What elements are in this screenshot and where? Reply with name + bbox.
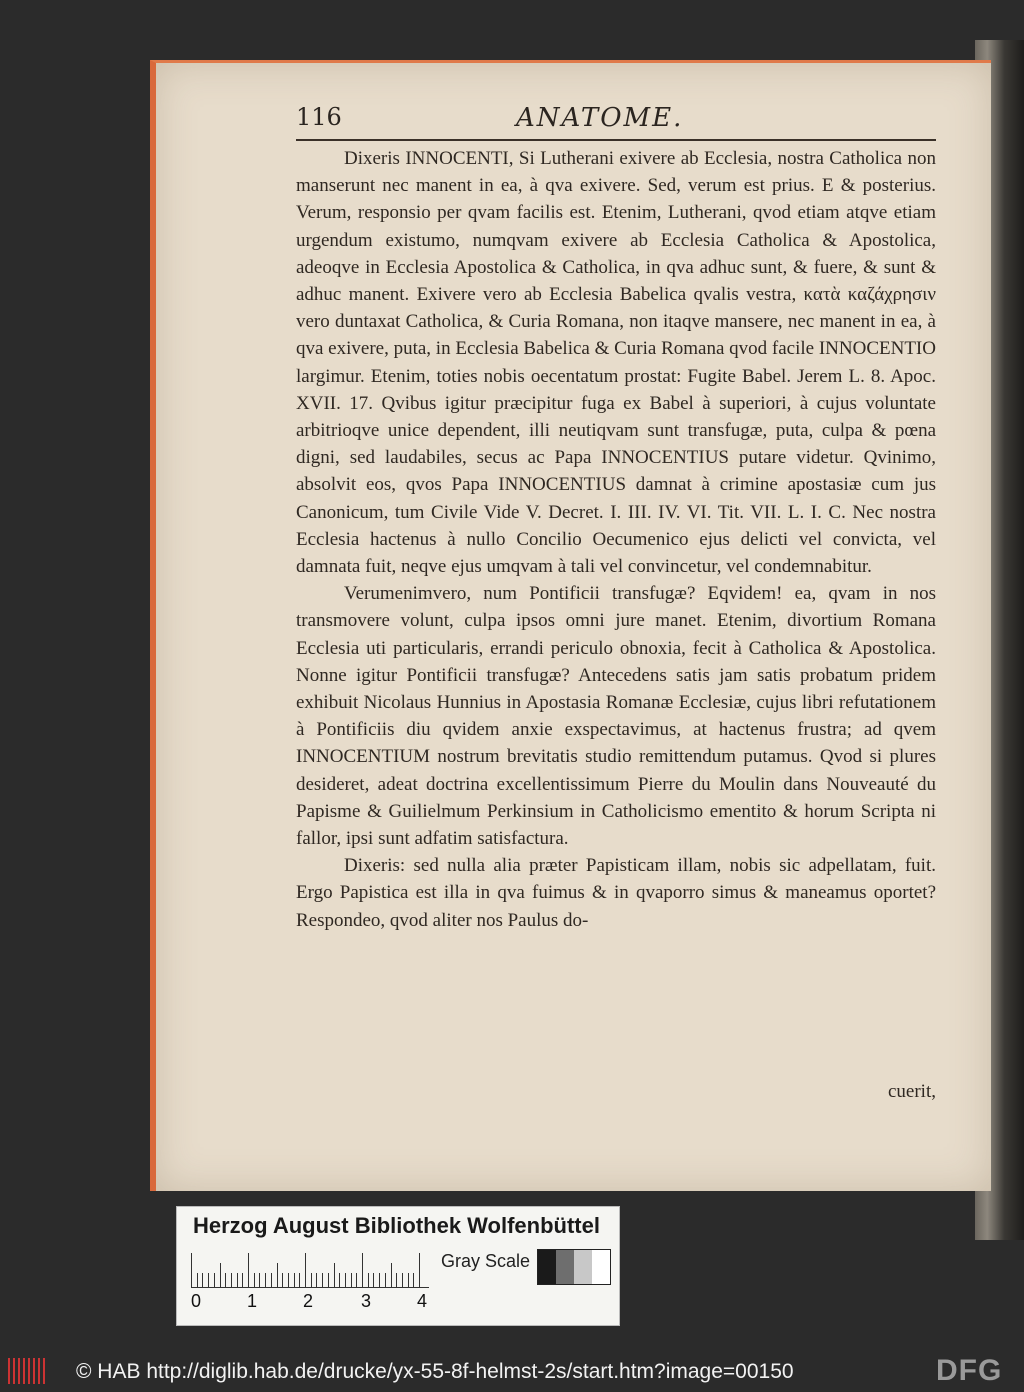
dfg-logo: DFG	[936, 1354, 1003, 1387]
ruler-tick	[402, 1273, 403, 1287]
ruler-tick	[282, 1273, 283, 1287]
ruler-tick	[214, 1273, 215, 1287]
ruler-tick	[385, 1273, 386, 1287]
gray-scale-swatches	[537, 1249, 611, 1285]
ruler-tick	[299, 1273, 300, 1287]
ruler-tick	[294, 1273, 295, 1287]
ruler-tick	[373, 1273, 374, 1287]
ruler-tick	[391, 1263, 392, 1287]
ruler-tick	[254, 1273, 255, 1287]
barcode-icon	[8, 1358, 48, 1384]
ruler-tick	[413, 1273, 414, 1287]
ruler-tick	[396, 1273, 397, 1287]
ruler-tick	[248, 1253, 249, 1287]
gray-swatch	[556, 1250, 574, 1284]
ruler-label: 2	[303, 1291, 314, 1311]
ruler-tick	[197, 1273, 198, 1287]
ruler-label: 3	[361, 1291, 372, 1311]
book-page	[150, 60, 991, 1191]
library-name: Herzog August Bibliothek Wolfenbüttel	[193, 1213, 600, 1238]
gray-swatch	[592, 1250, 610, 1284]
ruler-tick	[271, 1273, 272, 1287]
ruler-tick	[322, 1273, 323, 1287]
paragraph: Verumenimvero, num Pontificii transfugæ? Eqvidem! ea, qvam in nos transmovere volunt, culpa ipsos omni jure manet. Etenim, divortium Romana Ecclesia uti particularis, errandi periculo obnoxia, fecit à Catholica & Apostolica. Nonne igitur Pontificii transfugæ? Antecedens satis jam satis probatum pridem exhibuit Nicolaus Hunnius in Apostasia Romanæ Ecclesiæ, cujus libri refutationem à Pontificiis diu qvidem anxie exspectavimus, at hactenus frustra; ad qvem INNOCENTIUM nostrum brevitatis studio remittendum putamus. Qvod si plures desideret, adeat doctrina excellentissimum Pierre du Moulin dans Nouveauté du Papisme & Guilielmum Perkinsium in Catholicismo ementito & horum Scripta ni fallor, ipsi sunt adfatim satisfactura.	[296, 583, 936, 850]
ruler-label: 1	[247, 1291, 258, 1311]
ruler-tick	[220, 1263, 221, 1287]
ruler-tick	[368, 1273, 369, 1287]
ruler-tick	[191, 1253, 192, 1287]
ruler-tick	[316, 1273, 317, 1287]
ruler-tick	[265, 1273, 266, 1287]
page-number: 116	[296, 103, 342, 131]
copyright-link[interactable]: © HAB http://diglib.hab.de/drucke/yx-55-8f-helmst-2s/start.htm?image=00150	[76, 1360, 794, 1383]
gray-swatch	[574, 1250, 592, 1284]
ruler-tick	[356, 1273, 357, 1287]
running-head: ANATOME.	[516, 103, 684, 133]
ruler-tick	[408, 1273, 409, 1287]
ruler-tick	[242, 1273, 243, 1287]
catchword: cuerit,	[887, 1081, 936, 1102]
ruler-tick	[288, 1273, 289, 1287]
ruler-tick	[208, 1273, 209, 1287]
ruler-tick	[311, 1273, 312, 1287]
page-header	[296, 103, 936, 141]
ruler-tick	[231, 1273, 232, 1287]
ruler-tick	[328, 1273, 329, 1287]
ruler-tick	[339, 1273, 340, 1287]
ruler-tick	[202, 1273, 203, 1287]
ruler-tick	[259, 1273, 260, 1287]
paragraph: Dixeris: sed nulla alia præter Papisticam illam, nobis sic adpellatam, fuit. Ergo Papistica est illa in qva fuimus & in qvaporro simus & maneamus oportet? Respondeo, qvod aliter nos Paulus do-	[296, 855, 936, 931]
ruler-tick	[362, 1253, 363, 1287]
ruler-tick	[277, 1263, 278, 1287]
page-text	[296, 145, 936, 934]
ruler-tick	[334, 1263, 335, 1287]
ruler-tick	[419, 1253, 420, 1287]
ruler-tick	[379, 1273, 380, 1287]
scale-ruler	[191, 1251, 429, 1288]
gray-swatch	[538, 1250, 556, 1284]
ruler-label: 4	[417, 1291, 428, 1311]
paragraph: Dixeris INNOCENTI, Si Lutherani exivere ab Ecclesia, nostra Catholica non manserunt nec manent in ea, à qva exivere. Sed, verum est prius. E & posterius. Verum, responsio per qvam facilis est. Etenim, Lutherani, qvod etiam atqve etiam urgendum existumo, numqvam exivere ab Ecclesia Catholica & Apostolica, adeoqve in Ecclesia Apostolica & Catholica, in qva adhuc sunt, & fuere, & sunt & adhuc manent. Exivere vero ab Ecclesia Babelica qvalis vestra, κατὰ καζάχρησιν vero duntaxat Catholica, & Curia Romana, non itaqve mansere, nec manent in ea, à qva exivere, puta, in Ecclesia Babelica & Curia Romana qvod facile INNOCENTIO largimur. Etenim, toties nobis oecentatum prostat: Fugite Babel. Jerem L. 8. Apoc. XVII. 17. Qvibus igitur præcipitur fuga ex Babel à superiori, à cujus voluntate arbitrioqve unice dependent, illi neutiqvam sunt transfugæ, puta, culpa & pœna digni, sed laudabiles, secus ac Papa INNOCENTIUS putare videtur. Qvinimo, absolvit eos, qvos Papa INNOCENTIUS damnat à crimine apostasiæ cum jus Canonicum, tum Civile Vide V. Decret. I. III. IV. VI. Tit. VII. L. I. C. Nec nostra Ecclesia hactenus à nullo Concilio Oecumenico ejus delicti vel convicta, vel damnata fuit, neqve ejus umqvam à tali vel convincetur, vel condemnabitur.	[296, 148, 936, 578]
ruler-tick	[237, 1273, 238, 1287]
color-reference-card	[176, 1206, 620, 1326]
ruler-tick	[345, 1273, 346, 1287]
ruler-tick	[305, 1253, 306, 1287]
ruler-label: 0	[191, 1291, 202, 1311]
ruler-tick	[225, 1273, 226, 1287]
gray-scale-label: Gray Scale	[441, 1251, 531, 1271]
ruler-tick	[351, 1273, 352, 1287]
footer-bar	[0, 1350, 1024, 1392]
